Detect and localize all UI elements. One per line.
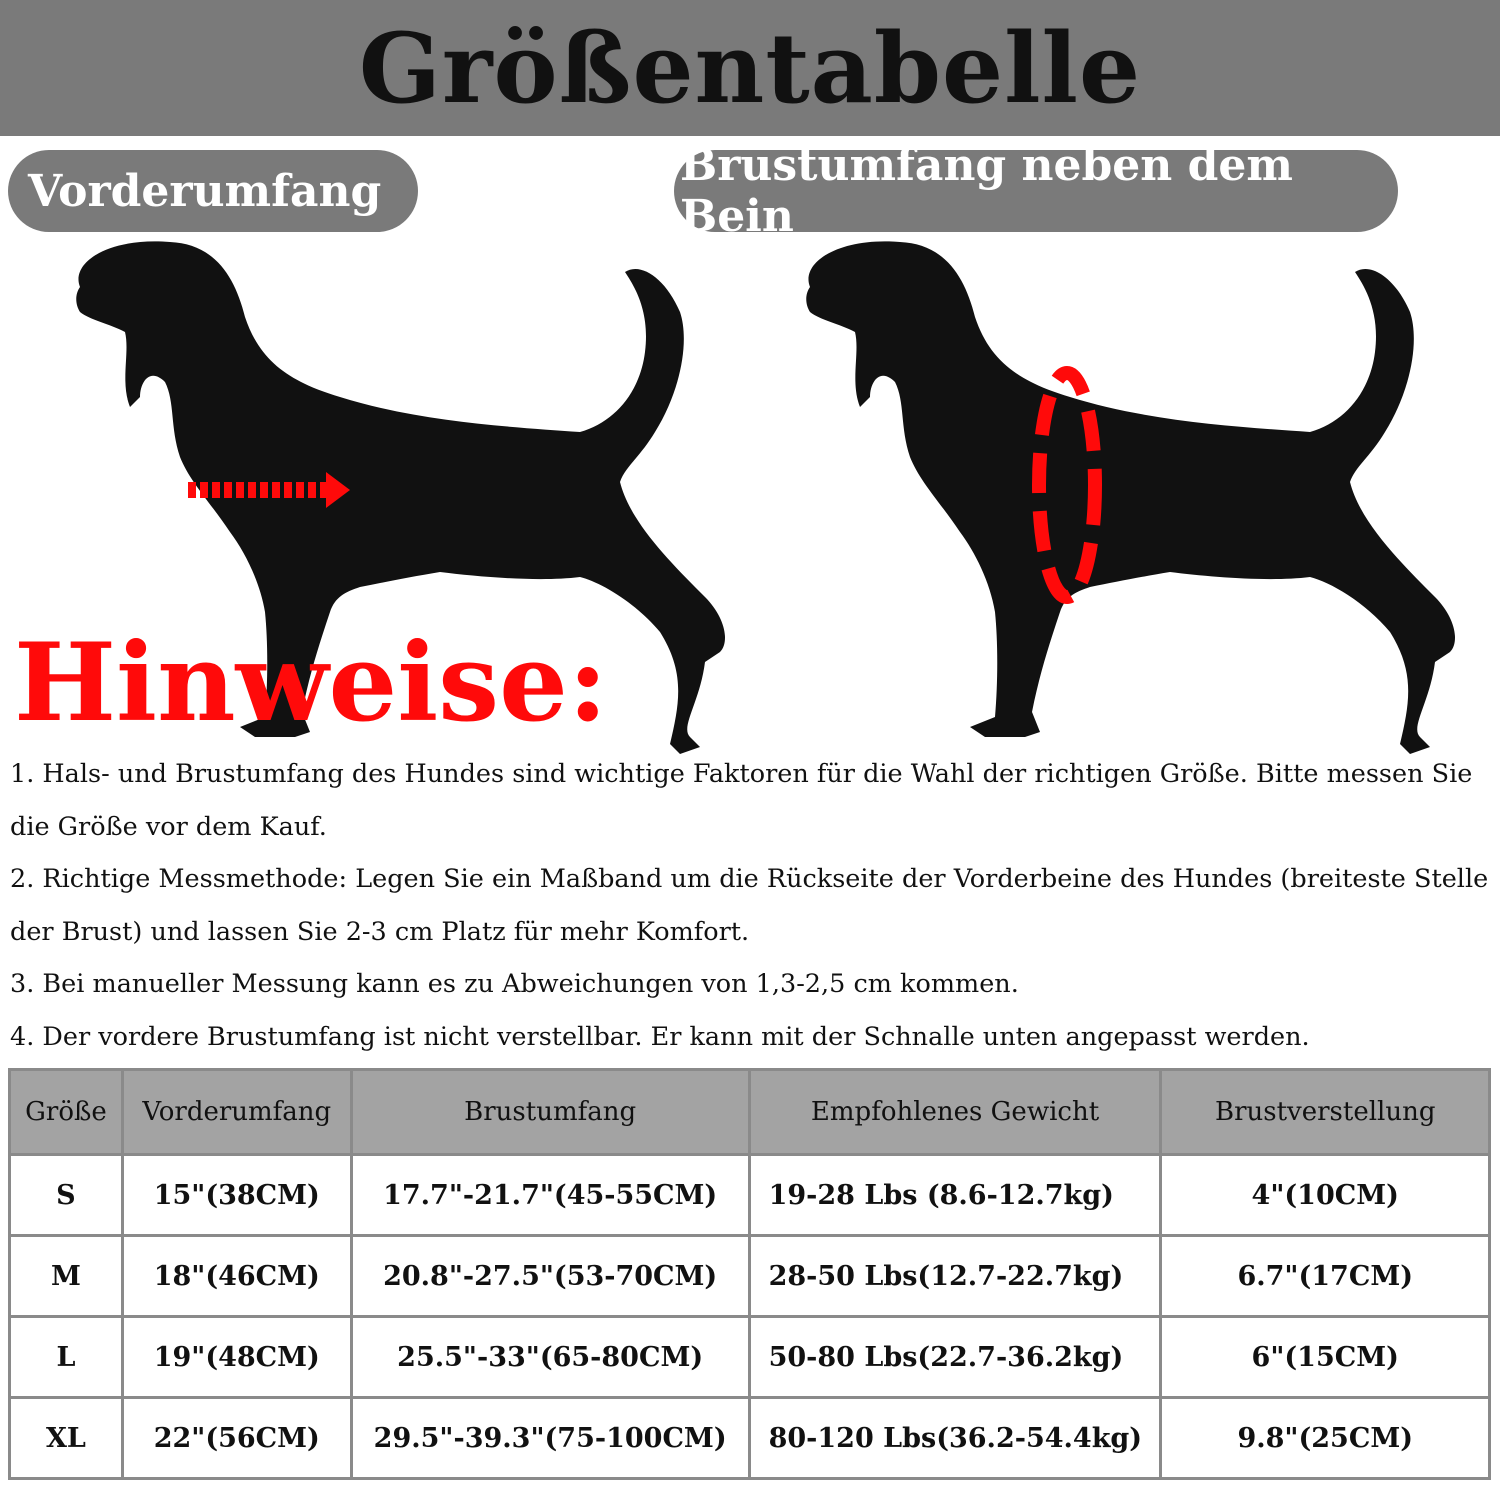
cell-front: 18"(46CM)	[122, 1236, 351, 1317]
size-table	[8, 1068, 1491, 1480]
cell-weight: 28-50 Lbs(12.7-22.7kg)	[749, 1236, 1161, 1317]
cell-size: S	[10, 1155, 123, 1236]
table-row	[10, 1398, 1490, 1479]
cell-chest: 20.8"-27.5"(53-70CM)	[351, 1236, 749, 1317]
chest-circumference-label: Brustumfang neben dem Bein	[674, 150, 1398, 232]
table-row	[10, 1155, 1490, 1236]
cell-weight: 80-120 Lbs(36.2-54.4kg)	[749, 1398, 1161, 1479]
cell-size: XL	[10, 1398, 123, 1479]
cell-weight: 50-80 Lbs(22.7-36.2kg)	[749, 1317, 1161, 1398]
cell-size: L	[10, 1317, 123, 1398]
cell-front: 22"(56CM)	[122, 1398, 351, 1479]
cell-chest: 29.5"-39.3"(75-100CM)	[351, 1398, 749, 1479]
header-chest-circumference: Brustumfang	[351, 1070, 749, 1155]
cell-front: 15"(38CM)	[122, 1155, 351, 1236]
header-recommended-weight: Empfohlenes Gewicht	[749, 1070, 1161, 1155]
cell-size: M	[10, 1236, 123, 1317]
table-header-row	[10, 1070, 1490, 1155]
header-front-circumference: Vorderumfang	[122, 1070, 351, 1155]
note-item: 2. Richtige Messmethode: Legen Sie ein Maßband um die Rückseite der Vorderbeine des Hundes (breiteste Stelle der Brust) und lassen Sie 2-3 cm Platz für mehr Komfort.	[10, 864, 1489, 947]
note-item: 4. Der vordere Brustumfang ist nicht verstellbar. Er kann mit der Schnalle unten angepasst werden.	[10, 1021, 1310, 1052]
cell-adjust: 4"(10CM)	[1161, 1155, 1490, 1236]
cell-chest: 17.7"-21.7"(45-55CM)	[351, 1155, 749, 1236]
table-row	[10, 1236, 1490, 1317]
notes-list	[10, 748, 1496, 1063]
dog-chest-measure-illustration	[770, 232, 1470, 762]
cell-adjust: 6"(15CM)	[1161, 1317, 1490, 1398]
notes-heading: Hinweise:	[14, 620, 608, 746]
cell-adjust: 9.8"(25CM)	[1161, 1398, 1490, 1479]
cell-chest: 25.5"-33"(65-80CM)	[351, 1317, 749, 1398]
cell-adjust: 6.7"(17CM)	[1161, 1236, 1490, 1317]
front-circumference-label: Vorderumfang	[8, 150, 418, 232]
note-item: 1. Hals- und Brustumfang des Hundes sind wichtige Faktoren für die Wahl der richtigen Größe. Bitte messen Sie die Größe vor dem Kauf.	[10, 759, 1473, 842]
header-size: Größe	[10, 1070, 123, 1155]
header-chest-adjustment: Brustverstellung	[1161, 1070, 1490, 1155]
page-title: Größentabelle	[358, 11, 1142, 125]
cell-weight: 19-28 Lbs (8.6-12.7kg)	[749, 1155, 1161, 1236]
note-item: 3. Bei manueller Messung kann es zu Abweichungen von 1,3-2,5 cm kommen.	[10, 969, 1019, 999]
table-row	[10, 1317, 1490, 1398]
cell-front: 19"(48CM)	[122, 1317, 351, 1398]
dog-silhouette	[806, 241, 1455, 754]
title-banner	[0, 0, 1500, 136]
